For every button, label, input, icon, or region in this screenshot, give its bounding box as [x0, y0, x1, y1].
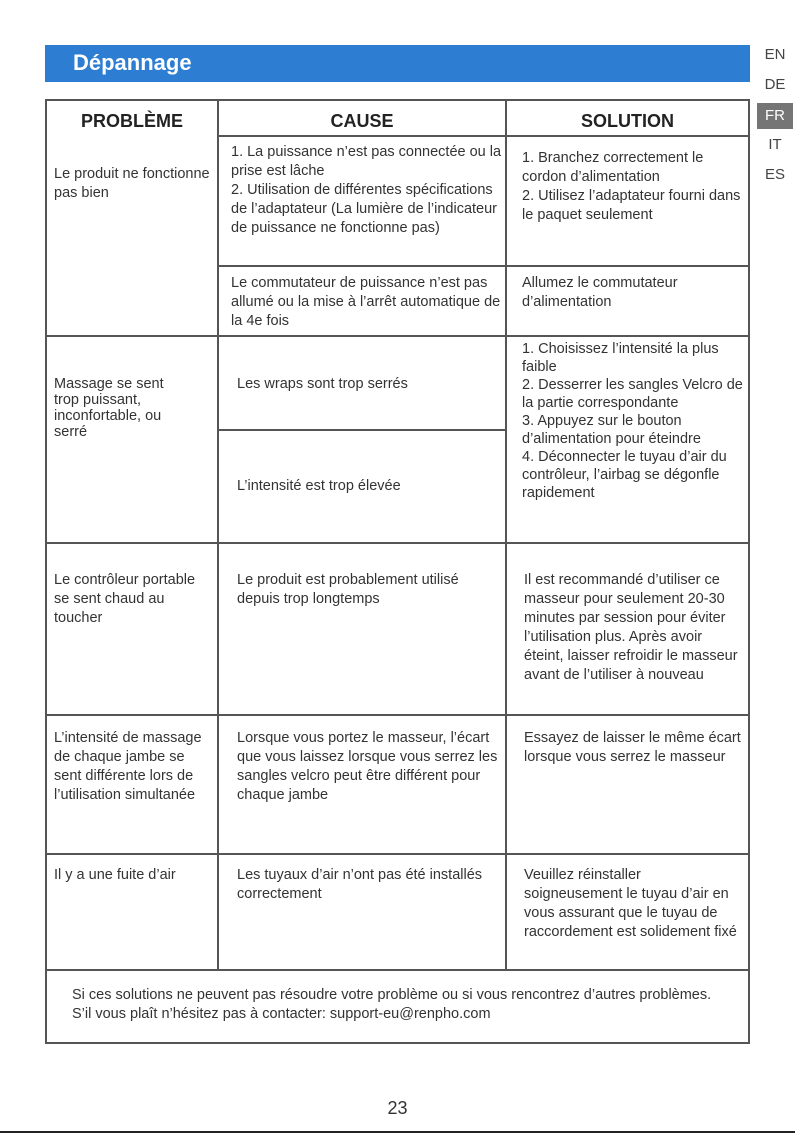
section-title: Dépannage — [73, 50, 192, 75]
solution-cell: Allumez le commutateur d’alimentation — [522, 275, 678, 310]
lang-tab-it[interactable]: IT — [768, 136, 782, 153]
row-divider — [47, 853, 748, 855]
column-divider — [217, 101, 219, 969]
header-problem: PROBLÈME — [80, 111, 183, 131]
column-divider — [505, 101, 507, 969]
row-divider — [47, 969, 748, 971]
lang-tab-de[interactable]: DE — [764, 76, 786, 93]
row-divider — [47, 542, 748, 544]
cause-cell: Le produit est probablement utilisé depuis trop longtemps — [237, 572, 459, 607]
row-divider — [47, 714, 748, 716]
header-cause: CAUSE — [330, 111, 394, 131]
cause-cell: Lorsque vous portez le masseur, l’écart que vous laissez lorsque vous serrez les sangles velcro peut être différent pour chaque jambe — [237, 730, 498, 803]
solution-cell: Essayez de laisser le même écart lorsque vous serrez le masseur — [524, 730, 741, 765]
troubleshooting-table — [45, 99, 750, 1044]
problem-cell: Il y a une fuite d’air — [54, 867, 176, 883]
language-tabs — [757, 43, 793, 193]
header-solution: SOLUTION — [581, 111, 674, 131]
page-number: 23 — [387, 1098, 408, 1118]
cause-cell: Le commutateur de puissance n’est pas allumé ou la mise à l’arrêt automatique de la 4e fois — [231, 275, 501, 329]
row-divider — [217, 135, 748, 137]
problem-cell: Le contrôleur portable se sent chaud au toucher — [54, 572, 196, 626]
solution-cell: 1. Branchez correctement le cordon d’alimentation 2. Utilisez l’adaptateur fourni dans le paquet seulement — [522, 150, 741, 223]
problem-cell: L’intensité de massage de chaque jambe se sent différente lors de l’utilisation simultanée — [54, 730, 202, 803]
solution-cell: Il est recommandé d’utiliser ce masseur pour seulement 20-30 minutes par session pour éviter l’utilisation plus. Après avoir éteint, laisser refroidir le masseur avant de l’utiliser à nouveau — [524, 572, 738, 683]
row-divider — [217, 265, 748, 267]
row-divider — [47, 335, 748, 337]
bottom-rule — [0, 1131, 795, 1133]
cause-cell: Les tuyaux d’air n’ont pas été installés correctement — [237, 867, 483, 902]
cause-cell: L’intensité est trop élevée — [237, 478, 401, 494]
problem-cell: Massage se sent trop puissant, inconfortable, ou serré — [54, 376, 164, 440]
cause-cell: 1. La puissance n’est pas connectée ou la prise est lâche 2. Utilisation de différentes spécifications de l’adaptateur (La lumière de l’indicateur de puissance ne fonctionne pas) — [231, 144, 502, 236]
contact-note: Si ces solutions ne peuvent pas résoudre votre problème ou si vous rencontrez d’autres problèmes. S’il vous plaît n’hésitez pas à contacter: support-eu@renpho.com — [72, 987, 712, 1022]
section-header-bar — [45, 45, 750, 82]
lang-tab-fr[interactable]: FR — [757, 103, 793, 129]
cause-cell: Les wraps sont trop serrés — [237, 376, 408, 392]
row-divider — [217, 429, 505, 431]
lang-tab-es[interactable]: ES — [764, 166, 785, 183]
solution-cell: Veuillez réinstaller soigneusement le tuyau d’air en vous assurant que le tuyau de raccordement est solidement fixé — [524, 867, 737, 940]
lang-tab-en[interactable]: EN — [764, 46, 786, 63]
solution-cell: 1. Choisissez l’intensité la plus faible 2. Desserrer les sangles Velcro de la partie correspondante 3. Appuyez sur le bouton d’alimentation pour éteindre 4. Déconnecter le tuyau d’air du contrôleur, l’airbag se dégonfle rapidement — [522, 341, 743, 501]
problem-cell: Le produit ne fonctionne pas bien — [54, 166, 210, 201]
